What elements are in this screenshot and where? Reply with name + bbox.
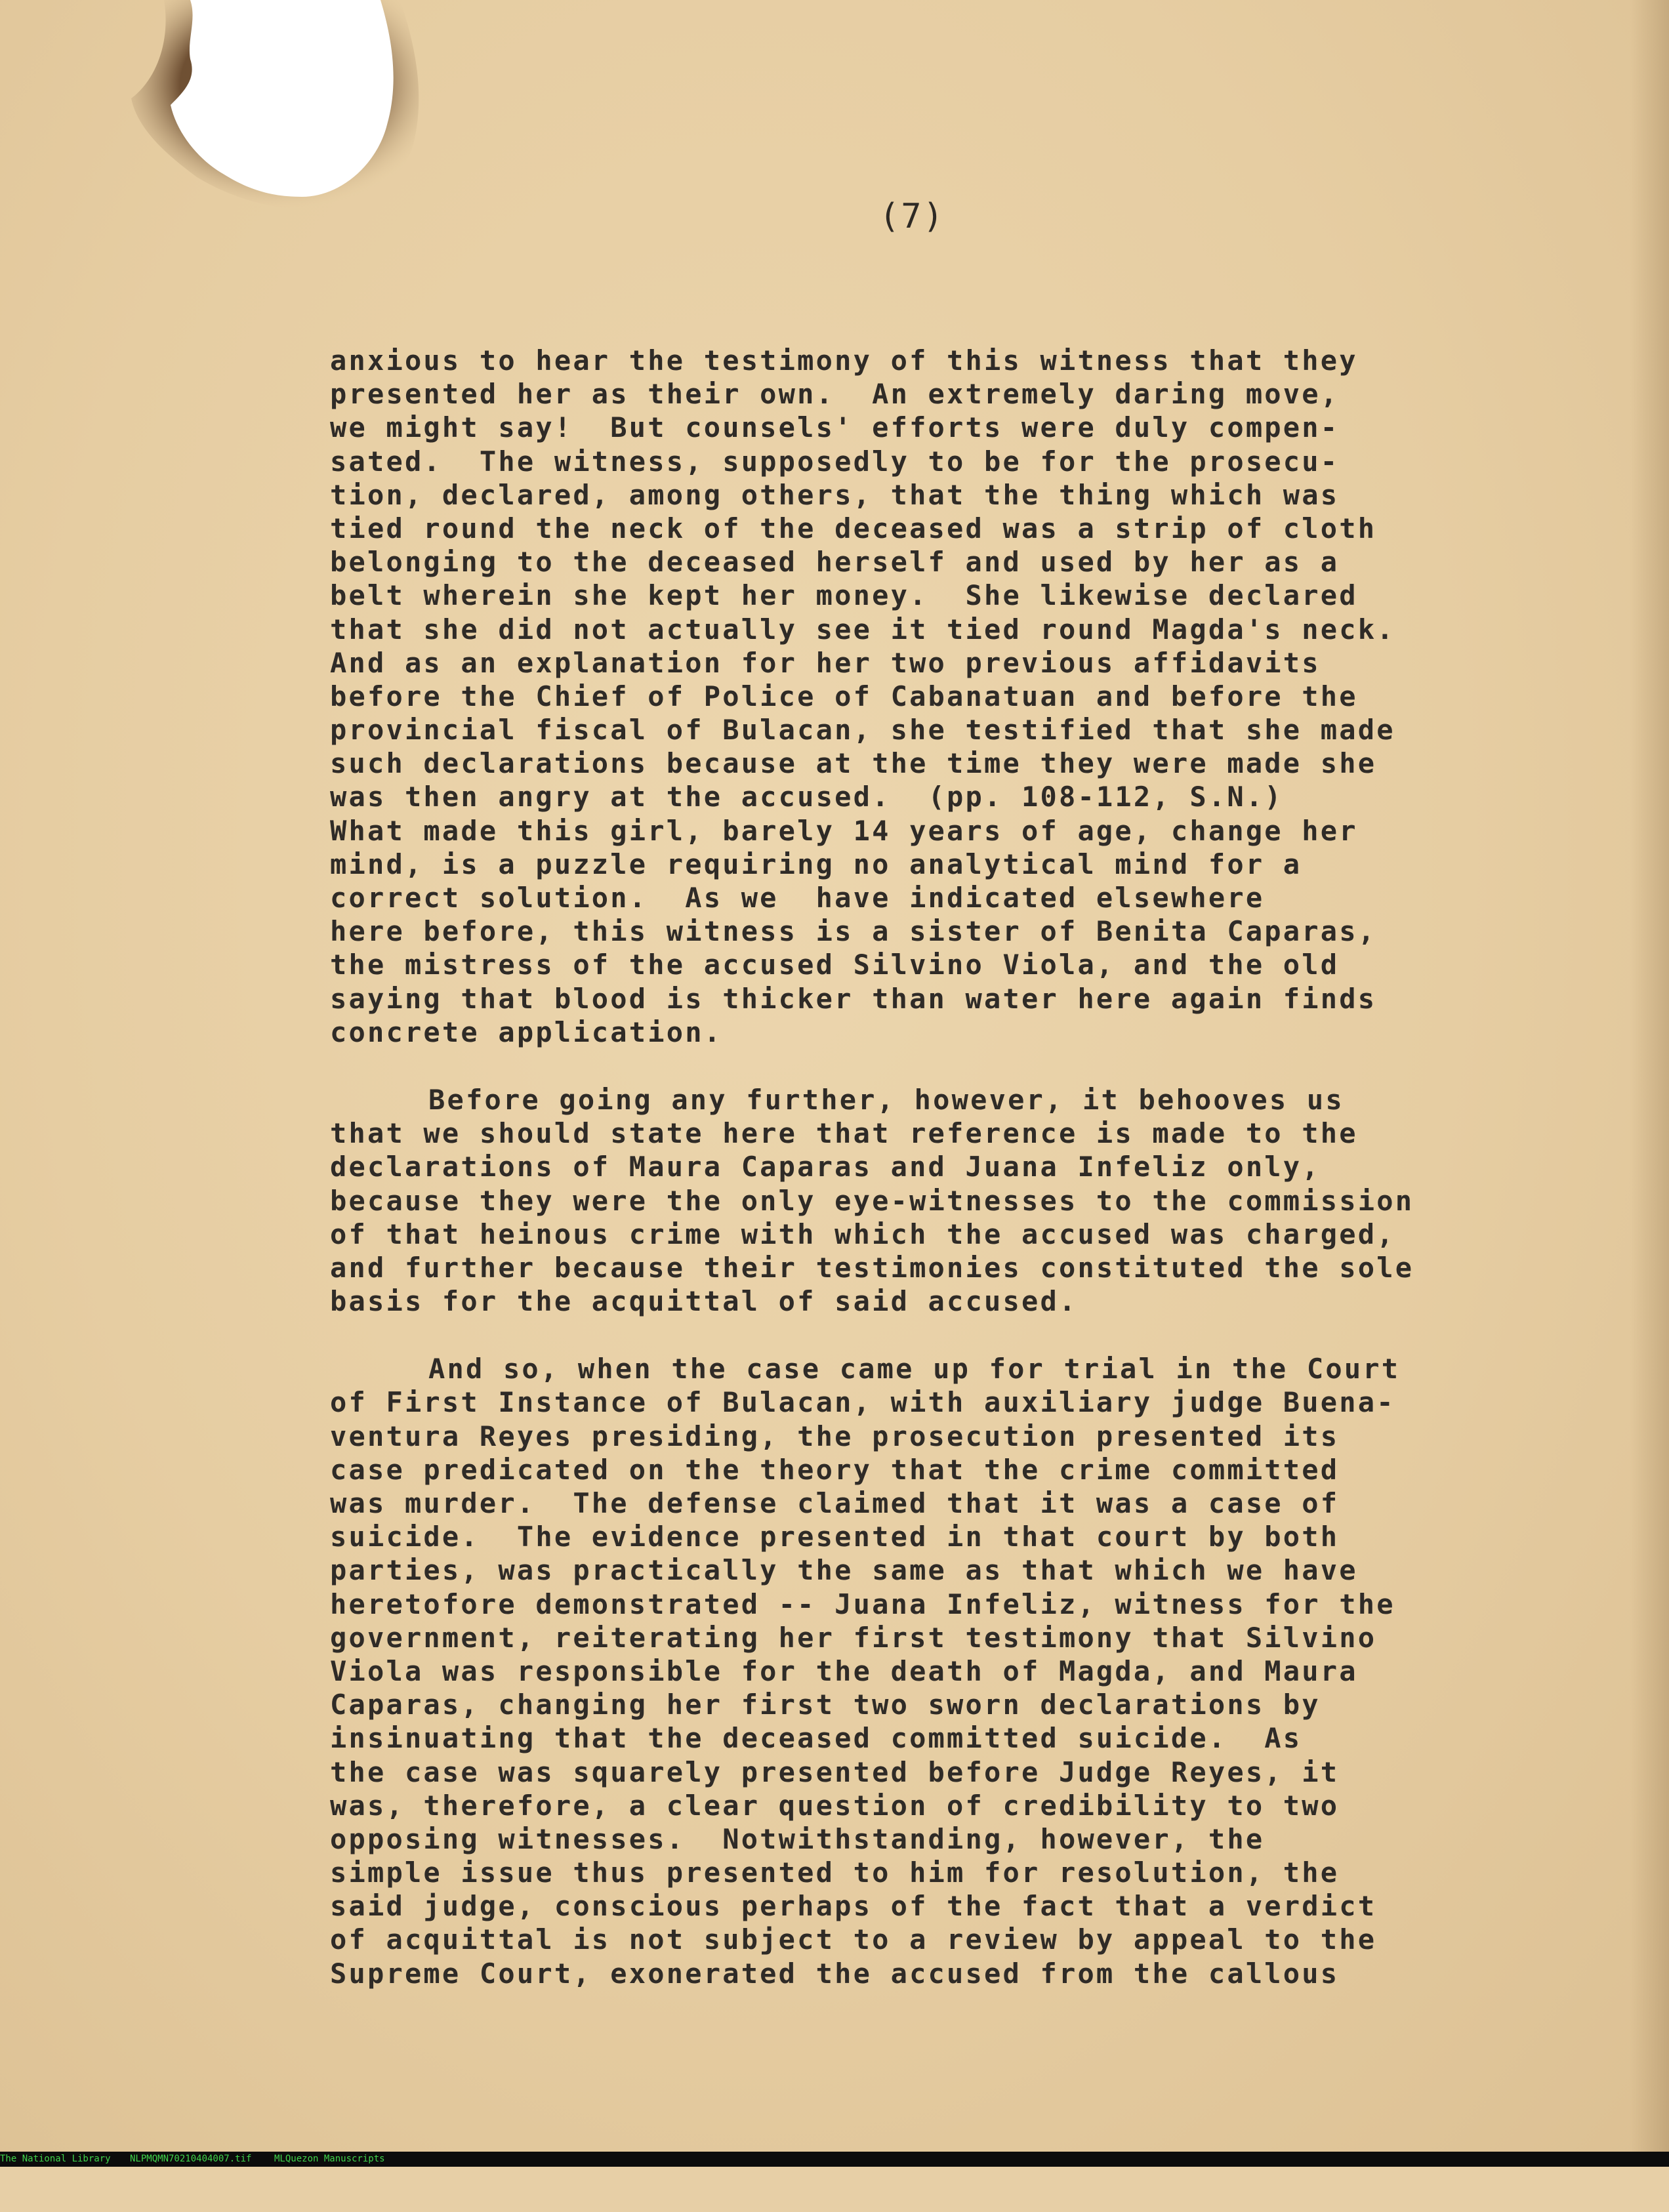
text-line: anxious to hear the testimony of this witness that they — [330, 344, 1358, 377]
text-line: provincial fiscal of Bulacan, she testified that she made — [330, 714, 1395, 747]
text-line: that we should state here that reference is made to the — [330, 1117, 1358, 1150]
text-line: said judge, conscious perhaps of the fact that a verdict — [330, 1890, 1377, 1923]
text-line: Viola was responsible for the death of Magda, and Maura — [330, 1654, 1358, 1687]
text-line: such declarations because at the time they were made she — [330, 747, 1377, 780]
text-line: belt wherein she kept her money. She likewise declared — [330, 579, 1358, 612]
scan-footer-bar — [0, 2152, 1669, 2167]
footer-collection: MLQuezon Manuscripts — [274, 2154, 385, 2164]
burn-hole-damage — [118, 0, 485, 216]
text-line: before the Chief of Police of Cabanatuan and before the — [330, 680, 1358, 712]
text-line: parties, was practically the same as that which we have — [330, 1554, 1358, 1587]
text-line: concrete application. — [330, 1015, 723, 1048]
text-line: the mistress of the accused Silvino Viola, and the old — [330, 949, 1340, 981]
footer-filename: NLPMQMN70210404007.tif — [130, 2154, 252, 2164]
text-line: declarations of Maura Caparas and Juana Infeliz only, — [330, 1151, 1321, 1183]
paragraph — [330, 1083, 1485, 1318]
text-line: and further because their testimonies constituted the sole — [330, 1251, 1414, 1284]
text-line: Before going any further, however, it behooves us — [428, 1083, 1344, 1116]
text-line: heretofore demonstrated -- Juana Infeliz, witness for the — [330, 1587, 1395, 1620]
text-line: was murder. The defense claimed that it was a case of — [330, 1487, 1340, 1519]
text-line: case predicated on the theory that the crime committed — [330, 1453, 1340, 1486]
text-line: of First Instance of Bulacan, with auxiliary judge Buena- — [330, 1386, 1395, 1419]
text-line: suicide. The evidence presented in that court by both — [330, 1521, 1340, 1553]
text-line: because they were the only eye-witnesses to the commission — [330, 1184, 1414, 1217]
text-line: government, reiterating her first testimony that Silvino — [330, 1621, 1377, 1654]
text-line: was, therefore, a clear question of credibility to two — [330, 1789, 1340, 1822]
text-line: correct solution. As we have indicated elsewhere — [330, 882, 1265, 914]
footer-library: The National Library — [0, 2154, 111, 2164]
page-edge-shadow — [1630, 0, 1669, 2152]
text-line: ventura Reyes presiding, the prosecution presented its — [330, 1420, 1340, 1452]
text-line: simple issue thus presented to him for resolution, the — [330, 1856, 1340, 1889]
text-line: mind, is a puzzle requiring no analytical mind for a — [330, 848, 1302, 880]
text-line: Caparas, changing her first two sworn declarations by — [330, 1689, 1321, 1721]
body-text — [330, 344, 1485, 2024]
text-line: was then angry at the accused. (pp. 108-112, S.N.) — [330, 781, 1283, 813]
paragraph — [330, 344, 1485, 1049]
text-line: What made this girl, barely 14 years of age, change her — [330, 814, 1358, 847]
text-line: we might say! But counsels' efforts were duly compen- — [330, 411, 1340, 444]
page-number: (7) — [879, 197, 945, 236]
text-line: insinuating that the deceased committed suicide. As — [330, 1722, 1302, 1755]
text-line: And so, when the case came up for trial in the Court — [428, 1353, 1401, 1385]
text-line: here before, this witness is a sister of Benita Caparas, — [330, 915, 1377, 948]
text-line: presented her as their own. An extremely daring move, — [330, 378, 1340, 411]
text-line: belonging to the deceased herself and used by her as a — [330, 546, 1340, 579]
text-line: that she did not actually see it tied round Magda's neck. — [330, 613, 1395, 645]
text-line: opposing witnesses. Notwithstanding, however, the — [330, 1822, 1265, 1855]
text-line: sated. The witness, supposedly to be for the prosecu- — [330, 445, 1340, 478]
text-line: of acquittal is not subject to a review by appeal to the — [330, 1923, 1377, 1956]
text-line: saying that blood is thicker than water here again finds — [330, 982, 1377, 1015]
text-line: Supreme Court, exonerated the accused from the callous — [330, 1957, 1340, 1990]
text-line: of that heinous crime with which the accused was charged, — [330, 1218, 1395, 1250]
text-line: tied round the neck of the deceased was a strip of cloth — [330, 512, 1377, 544]
paragraph — [330, 1352, 1485, 1990]
text-line: the case was squarely presented before Judge Reyes, it — [330, 1755, 1340, 1788]
text-line: tion, declared, among others, that the thing which was — [330, 478, 1340, 511]
text-line: And as an explanation for her two previous affidavits — [330, 646, 1321, 679]
text-line: basis for the acquittal of said accused. — [330, 1285, 1078, 1318]
